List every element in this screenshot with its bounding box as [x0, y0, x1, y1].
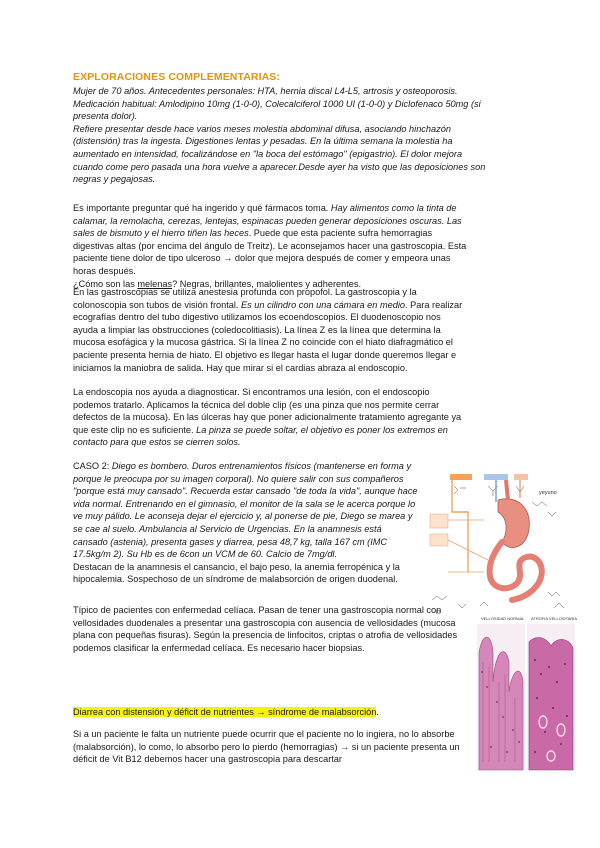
yeyuno-label: yeyuno — [539, 490, 557, 496]
p4-italic: La pinza se puede soltar, el objetivo es poner los extremos en contacto para que estos se cierren solos. — [73, 424, 448, 448]
p8-text: Si a un paciente le falta un nutriente puede ocurrir que el paciente no lo ingiera, no lo absorbe (malabsorción), lo como, lo absorbo pero lo pierdo (hemorragias) → si un paciente presenta un déficit de Vit B12 debemos hacer una gastroscopia para descartar — [73, 729, 460, 765]
paragraph-endoscopia — [73, 386, 468, 449]
malabsorption-highlight: Diarrea con distensión y déficit de nutrientes → síndrome de malabsorción — [73, 707, 377, 717]
case2-label: CASO 2: — [73, 461, 112, 471]
atrophy-label: ATROFIA VELLOSITARIA — [531, 616, 577, 621]
case1-intro — [73, 85, 493, 186]
p3-lead: En las gastroscopias se utiliza anestesia profunda con propofol. La gastroscopia y la colonoscopia son tubos de visión frontal. — [73, 287, 417, 310]
digestive-tract-figure — [428, 472, 576, 620]
p3-rest: . Para realizar ecografías dentro del tubo digestivo utilizamos los ecoendoscopios. El duodenoscopio nos ayuda a limpiar las obstrucciones (coledocolitiasis). La línea Z es la línea que determina la mucosa esofágica y la mucosa gástrica. Si la línea Z no coincide con el hiato diafragmático el paciente presenta hernia de hiato. El objetivo es llegar hasta el lugar donde queremos llegar e iniciamos la maniobra de salida. Hay que mirar si el cardias abraza al endoscopio. — [73, 299, 463, 373]
p2-question-post: ? Negras, brillantes, malolientes y adherentes. — [172, 278, 362, 289]
paragraph-nutrientes — [73, 728, 468, 766]
intro-line: Refiere presentar desde hace varios meses molestia abdominal difusa, asociando hinchazón — [73, 123, 451, 134]
p2-lead: Es importante preguntar qué ha ingerido y qué fármacos toma. — [73, 203, 331, 213]
section-heading: EXPLORACIONES COMPLEMENTARIAS: — [73, 71, 280, 83]
p2-question-pre: ¿Cómo son las — [73, 278, 138, 289]
paragraph-gastroscopia — [73, 286, 468, 374]
p4-lead: La endoscopia nos ayuda a diagnosticar. Si encontramos una lesión, con el endoscopio podemos tratarlo. Aplicamos la técnica del doble clip (es una pinza que nos permite cerrar defectos de la mucosa). En las úlceras hay que poner adicionalmente tratamiento agregante ya que este clip no es suficiente. — [73, 387, 462, 435]
intro-line: presenta dolor). — [73, 111, 138, 122]
p6-text: Típico de pacientes con enfermedad celíaca. Pasan de tener una gastroscopia normal con vellosidades duodenales a presentar una gastroscopia con ausencia de vellosidades (mucosa plana con pequeñas fisuras). Según la presencia de linfocitos, criptas o atrofia de vellosidades podemos clasificar la enfermedad celíaca. Es necesario hacer biopsias. — [73, 605, 458, 653]
highlight-tail: . — [376, 707, 379, 717]
intro-line: Mujer de 70 años. Antecedentes personales: HTA, hernia discal L4-L5, artrosis y osteoporosis. — [73, 86, 458, 96]
intro-line: cuando come pero pasada una hora vuelve a aparecer.Desde ayer ha visto que las deposiciones son — [73, 161, 486, 172]
villi-histology-figure — [475, 612, 577, 772]
case2-paragraph — [73, 460, 418, 586]
highlight-line — [73, 706, 473, 719]
intro-line: (distensión) tras la ingesta. Digestiones lentas y pesadas. En la última semana la molestia ha — [73, 136, 453, 147]
p2-rest: . Puede que esta paciente sufra hemorragias digestivas altas (por encima del ángulo de Treitz). Le aconsejamos hacer una gastroscopia. Esta paciente tiene dolor de tipo ulceroso → dolor que mejora después de comer y empeora unas horas después. — [73, 228, 467, 276]
case2-italic: Diego es bombero. Duros entrenamientos físicos (mantenerse en forma y porque le preocupa por su imagen corporal). No quiere salir con sus compañeros "porque está muy cansado". Recuerda estar cansado "de toda la vida", aunque hace vida normal. Entrenando en el gimnasio, el monitor de la sala se le acerca porque lo ve muy pálido. Le aconseja dejar el ejercicio y, al ponerse de pie, Diego se marea y se cae al suelo. Ambulancia al Servicio de Urgencias. En la anamnesis está cansado (astenia), presenta gases y diarrea, pesa 48,7 kg, talla 167 cm (IMC 17.5kg/m 2). Su Hb es de 6con un VCM de 60. Calcio de 7mg/dl. — [73, 461, 418, 560]
p3-italic: Es un cilindro con una cámara en medio — [241, 299, 405, 310]
intro-line: negras y pegajosas. — [73, 174, 156, 185]
paragraph-celiaca — [73, 604, 468, 654]
p2-italic: Hay alimentos como la tinta de calamar, la remolacha, cerezas, lentejas, espinacas pueden generar deposiciones oscuras. Las sales de bismuto y el hierro tiñen las heces — [73, 203, 462, 239]
normal-villi-label: VELLOSIDAD NORMAL — [481, 616, 525, 621]
paragraph-melenas — [73, 202, 468, 290]
melenas-term: melenas — [137, 278, 173, 289]
case2-rest: Destacan de la anamnesis el cansancio, el bajo peso, la anemia ferropénica y la hipocalemia. Sospechoso de un síndrome de malabsorción de origen duodenal. — [73, 561, 400, 585]
intro-line: aumentado en intensidad, focalizándose en "la boca del estómago" (epigastrio). El dolor mejora — [73, 148, 463, 159]
intro-line: Medicación habitual: Amlodipino 10mg (1-0-0), Colecalciferol 1000 UI (1-0-0) y Diclofenaco 50mg (si — [73, 98, 481, 109]
